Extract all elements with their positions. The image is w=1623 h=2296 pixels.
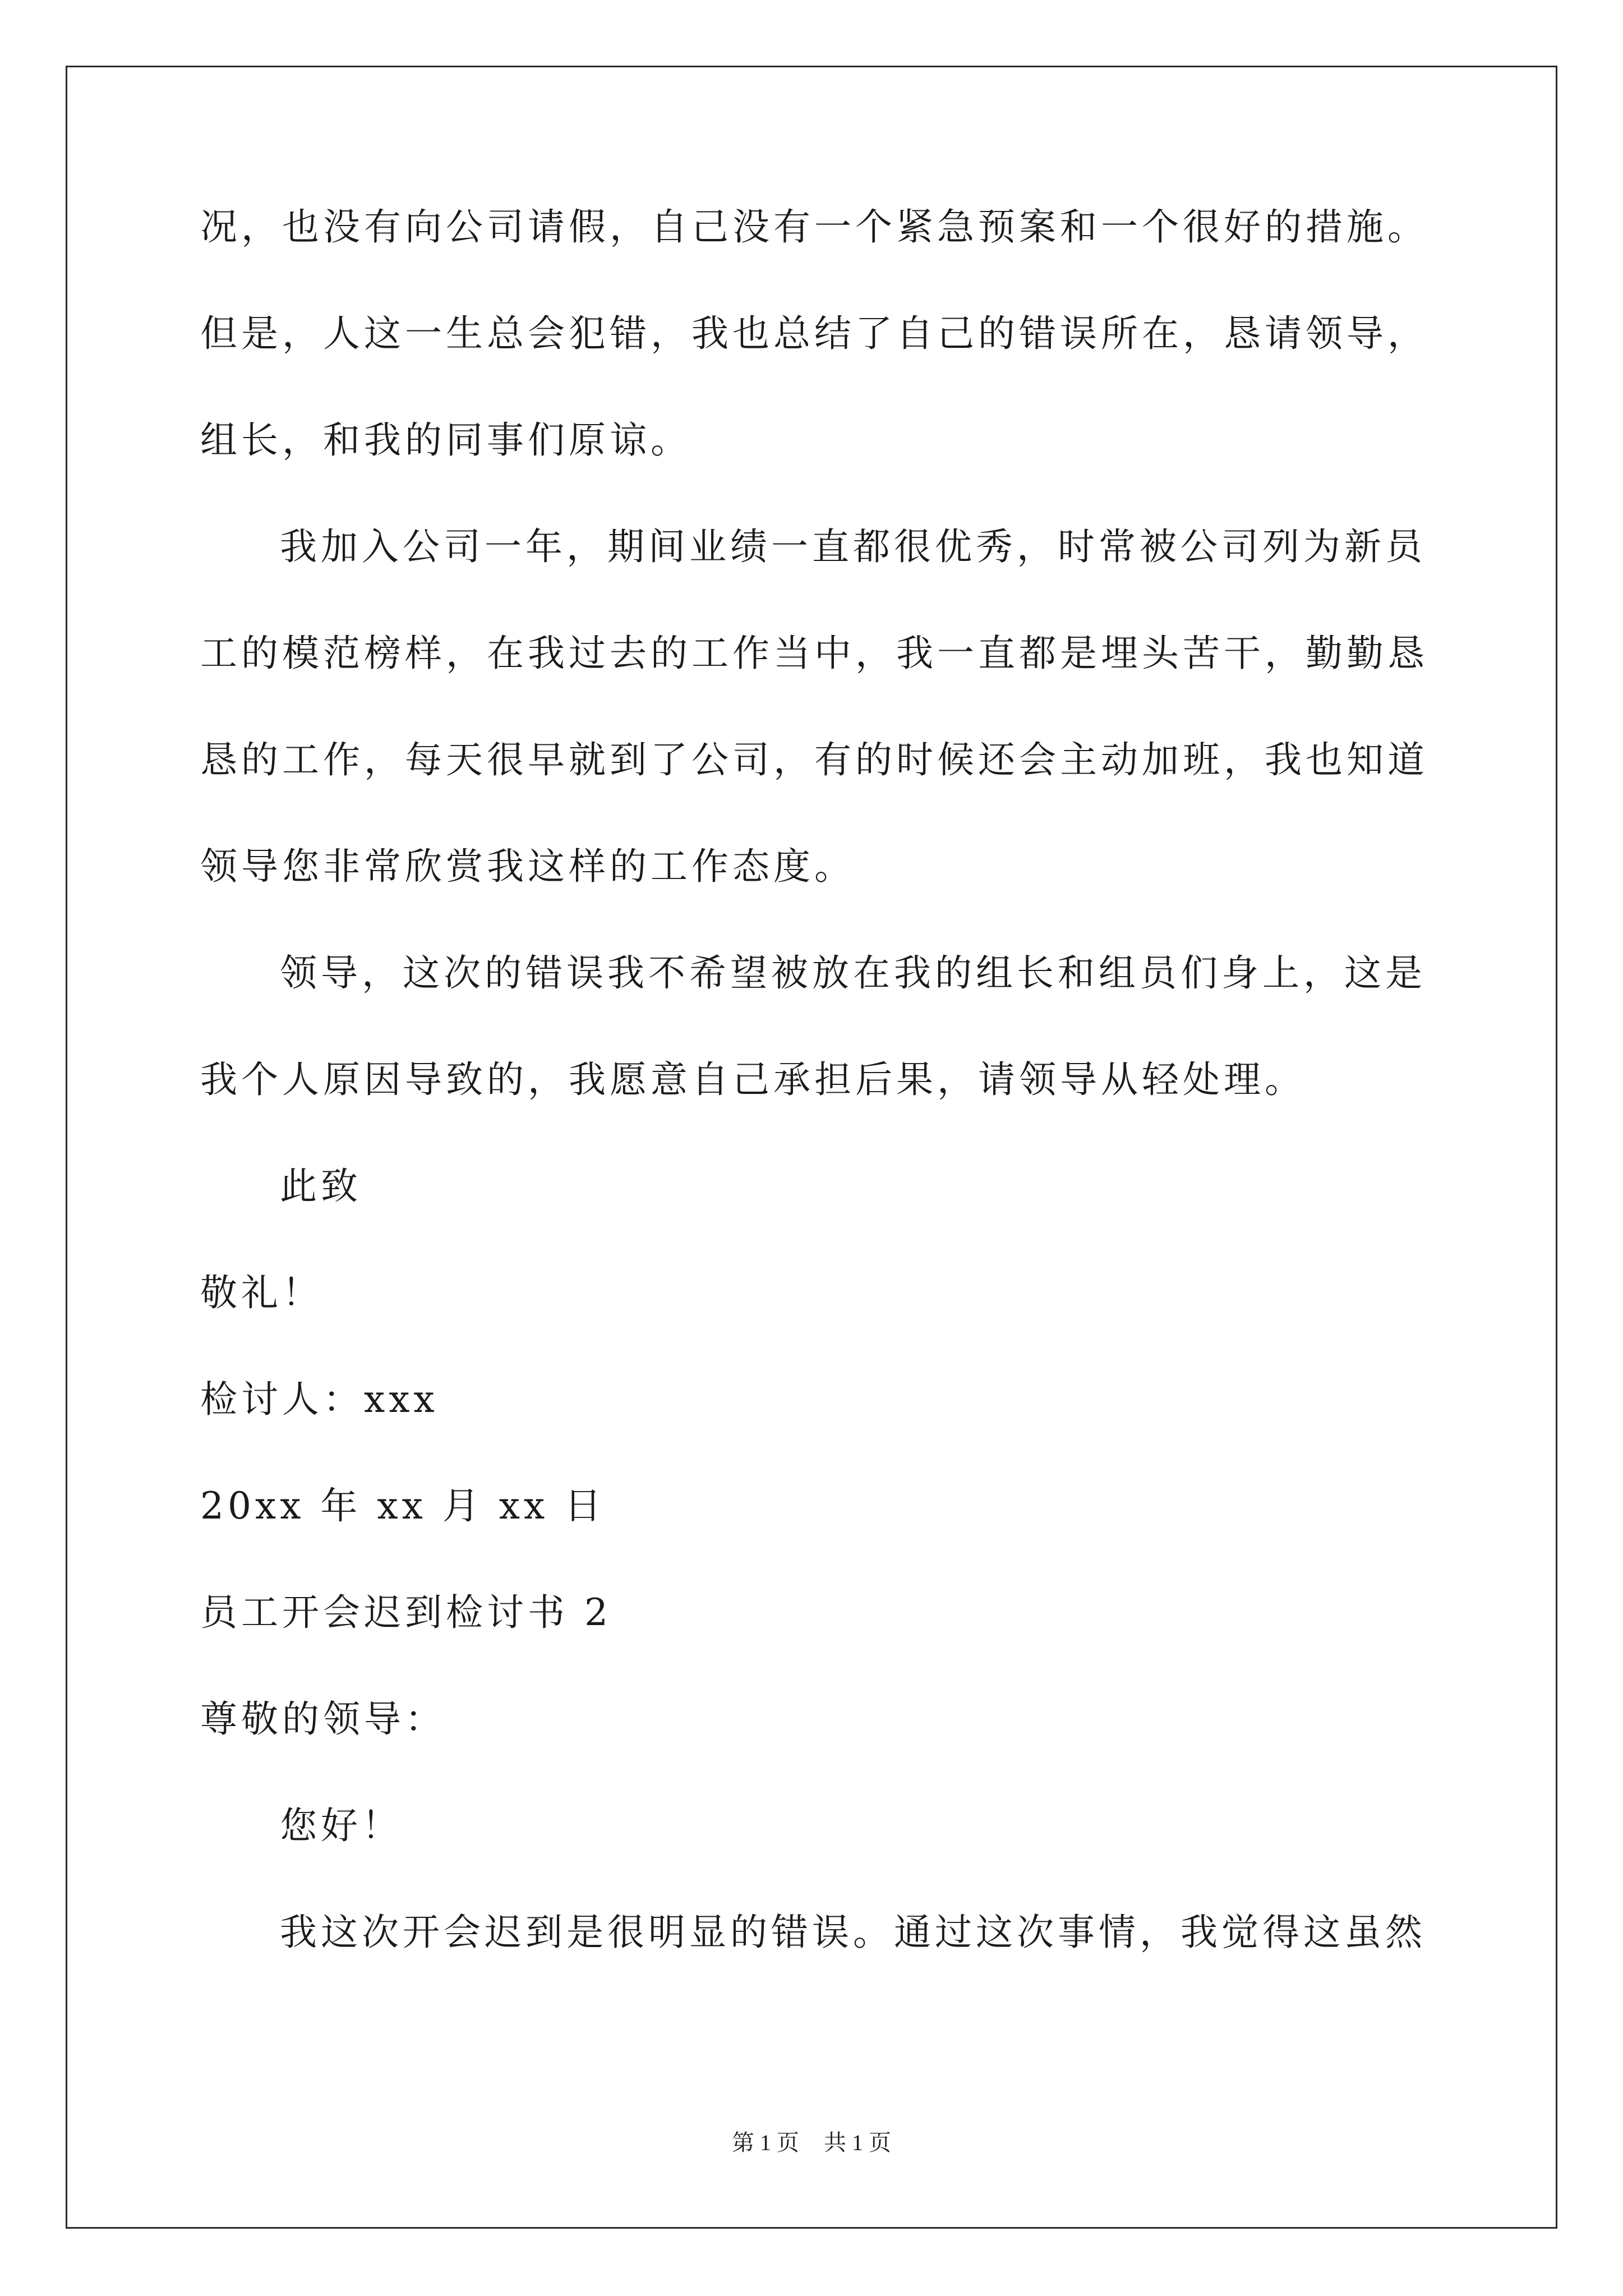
closing-salutation: 此致 [280, 1165, 362, 1208]
paragraph-start-line: 我加入公司一年，期间业绩一直都很优秀，时常被公司列为新员 [280, 525, 1426, 568]
date-line: 20xx 年 xx 月 xx 日 [200, 1484, 606, 1527]
greeting-line: 尊敬的领导： [200, 1697, 446, 1741]
page-footer [0, 2126, 1623, 2160]
signature-line: 检讨人：xxx [200, 1378, 439, 1421]
text-line: 工的模范榜样，在我过去的工作当中，我一直都是埋头苦干，勤勤恳 [200, 632, 1428, 675]
text-line: 恳的工作，每天很早就到了公司，有的时候还会主动加班，我也知道 [200, 738, 1428, 781]
greeting-hello: 您好！ [280, 1804, 403, 1847]
text-line: 况，也没有向公司请假，自己没有一个紧急预案和一个很好的措施。 [200, 205, 1428, 249]
paragraph-start-line: 我这次开会迟到是很明显的错误。通过这次事情，我觉得这虽然 [280, 1911, 1426, 1954]
page-number-total: 共 1 页 [824, 2130, 891, 2155]
text-line: 但是，人这一生总会犯错，我也总结了自己的错误所在，恳请领导， [200, 312, 1428, 355]
page-number-current: 第 1 页 [732, 2130, 799, 2155]
paragraph-start-line: 领导，这次的错误我不希望被放在我的组长和组员们身上，这是 [280, 951, 1426, 995]
section-title: 员工开会迟到检讨书 2 [200, 1591, 612, 1634]
closing-respect: 敬礼！ [200, 1271, 323, 1314]
text-line: 组长，和我的同事们原谅。 [200, 418, 691, 462]
text-line: 领导您非常欣赏我这样的工作态度。 [200, 845, 855, 888]
text-line: 我个人原因导致的，我愿意自己承担后果，请领导从轻处理。 [200, 1058, 1306, 1101]
